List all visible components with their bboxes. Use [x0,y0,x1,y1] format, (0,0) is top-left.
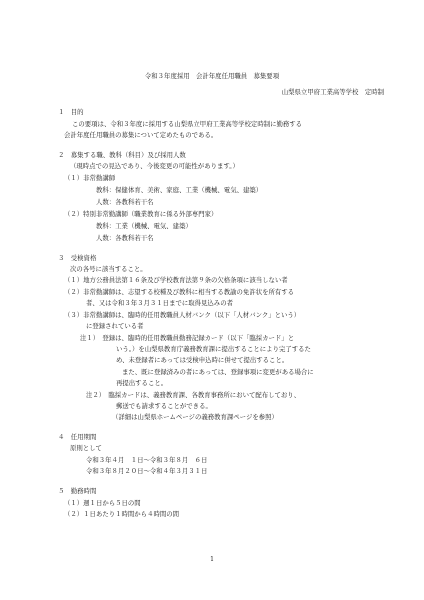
note-1-line-2: いう。）を山梨県教育庁義務教育課に提出することにより完了するた [116,345,311,353]
qualification-item-3-line-1: （３）非常勤講師は、臨時的任用教職員人材バンク（以下「人材バンク」という） [64,311,301,319]
position-item-2-title: （２）特別非常勤講師（職業教育に係る外部専門家） [64,210,218,218]
note-1-line-5: 再提出すること。 [116,379,168,387]
hours-line-1: （１）週１日から５日の間 [64,499,141,507]
note-2-line-3: （詳細は山梨県ホームページの義務教育課ページを参照） [112,413,278,421]
document-title: 令和３年度採用 会計年度任用職員 募集要項 [144,72,280,80]
position-item-1-title: （１）非常勤講師 [64,174,116,182]
purpose-line-2: 会計年度任用職員の募集について定めたものである。 [64,131,218,139]
school-name: 山梨県立甲府工業高等学校 定時制 [281,88,384,96]
page-number: 1 [210,556,214,563]
position-item-2-count: 人数：各教科若干名 [96,234,154,242]
hours-line-2: （２）１日あたり１時間から４時間の間 [64,510,180,518]
qualification-item-2-line-1: （２）非常勤講師は、志望する校種及び教科に相当する教諭の免許状を所有する [64,288,295,296]
positions-note: （現時点での見込であり、今後変更の可能性があります。） [70,162,239,170]
position-item-1-subjects: 教科：保健体育、美術、家庭、工業（機械、電気、建築） [96,186,263,194]
note-1-line-1: 注１） 登録は、臨時的任用教職員勤務記録カード（以下「臨採カード」と [80,334,295,342]
term-line-2: 令和３年８月２０日～令和４年３月３１日 [86,467,208,475]
qualification-item-3-line-2: に登録されている者 [86,322,144,330]
note-1-line-3: め、未登録者にあっては受検申込時に併せて提出すること。 [116,356,289,364]
qualification-item-1: （１）地方公務員法第１６条及び学校教育法第９条の欠格条項に該当しない者 [64,276,288,284]
position-item-2-subjects: 教科：工業（機械、電気、建築） [96,222,192,230]
section-heading-purpose: １ 目的 [58,108,84,116]
term-intro: 原則として [70,444,102,452]
section-heading-positions: ２ 募集する職、教科（科目）及び採用人数 [58,151,186,159]
section-heading-qualifications: ３ 受検資格 [58,254,97,262]
qualification-item-2-line-2: 者、又は令和３年３月３１日までに取得見込みの者 [86,299,233,307]
term-line-1: 令和３年４月 １日～令和３年８月 ６日 [86,456,208,464]
purpose-line-1: この要項は、令和３年度に採用する山梨県立甲府工業高等学校定時制に勤務する [72,120,303,128]
section-heading-term: ４ 任用期間 [58,433,97,441]
position-item-1-count: 人数：各教科若干名 [96,198,154,206]
note-1-line-4: また、既に登録済みの者にあっては、登録事項に変更がある場合に [122,368,314,376]
section-heading-hours: ５ 勤務時間 [58,487,97,495]
note-2-line-1: 注２） 臨採カードは、義務教育課、各教育事務所において配布しており、 [86,391,301,399]
qualifications-intro: 次の各号に該当すること。 [70,265,147,273]
note-2-line-2: 郵送でも請求することができる。 [116,402,212,410]
